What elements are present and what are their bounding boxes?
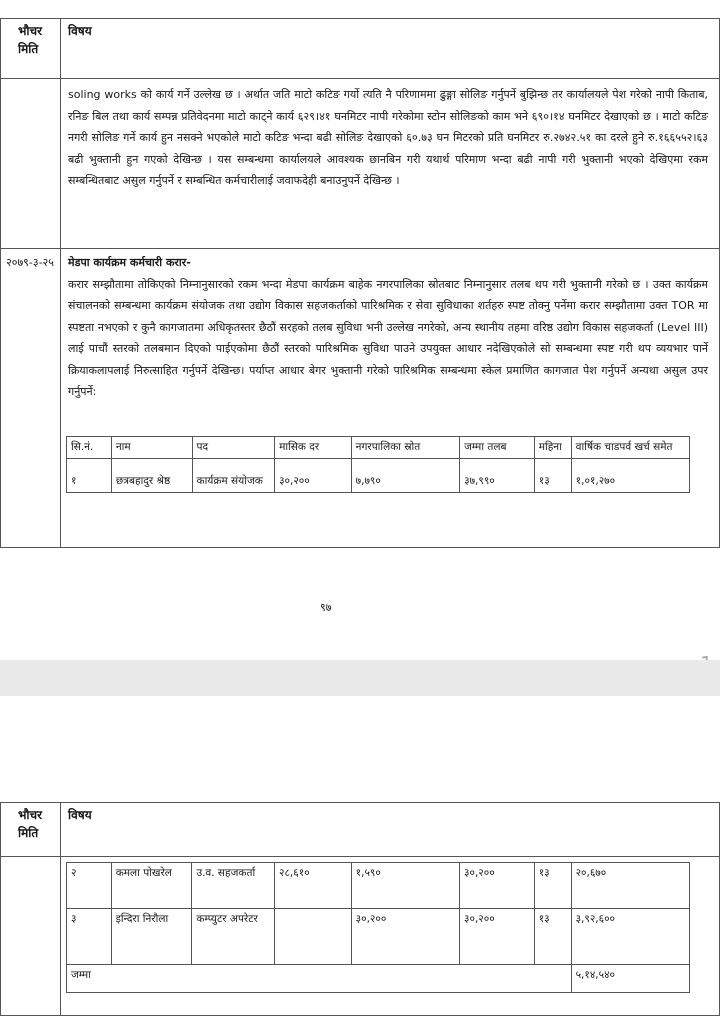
cell-monthly-rate: २८,६१०: [275, 863, 352, 909]
cell-months: १३: [534, 909, 571, 965]
header-divider: [0, 78, 720, 79]
header-subject: विषय: [68, 24, 92, 38]
total-value: ५,१४,५४०: [571, 965, 689, 993]
th-municipal-source: नगरपालिका स्रोत: [351, 437, 459, 459]
entry-title: मेडपा कार्यक्रम कर्मचारी करार-: [68, 256, 191, 269]
header-voucher-date: भौचर मिति: [18, 808, 43, 840]
cell-sn: १: [67, 459, 112, 493]
page-number: ९७: [320, 601, 332, 614]
col-divider: [60, 802, 61, 1016]
cell-monthly-rate: [275, 909, 352, 965]
cell-annual: १,०१,२७०: [571, 459, 689, 493]
th-months: महिना: [534, 437, 571, 459]
cell-name: इन्दिरा निरौला: [111, 909, 192, 965]
table-header-row: [67, 437, 690, 459]
cell-annual: ३,९२,६००: [571, 909, 689, 965]
cell-post: उ.व. सहजकर्ता: [192, 863, 275, 909]
table-row: [67, 459, 690, 493]
table-row: [67, 909, 690, 965]
cell-name: छत्रबहादुर श्रेष्ठ: [111, 459, 192, 493]
cell-total-salary: ३७,९९०: [460, 459, 535, 493]
table-total-row: [67, 965, 690, 993]
th-annual: वार्षिक चाडपर्व खर्च समेत: [571, 437, 689, 459]
total-label: जम्मा: [67, 965, 572, 993]
cell-months: १३: [534, 459, 571, 493]
cell-name: कमला पोखरेल: [111, 863, 192, 909]
cell-total-salary: ३०,२००: [460, 863, 535, 909]
salary-table-continued: [66, 862, 690, 993]
continuation-paragraph: soling works को कार्य गर्ने उल्लेख छ । अर्थात जति माटो कटिङ गर्यो त्यति नै परिणाममा ढुङ्गा सोलिङ गर्नुपर्ने बुझिन्छ तर कार्यालयले पेश गरेको नापी किताब, रनिङ बिल तथा कार्य सम्पन्न प्रतिवेदनमा माटो काट्ने कार्य ६२९।४१ घनमिटर नापी गरेकोमा स्टोन सोलिङको काम भने ६९०।१४ घनमिटर देखाएको छ । माटो कटिङ नगरी सोलिङ गर्ने कार्य हुन नसक्ने भएकोले माटो कटिङ भन्दा बढी सोलिङ देखाएको ६०.७३ घन मिटरको प्रति घनमिटर रु.२७४२.५१ का दरले हुने रु.१६६५५२।६३ बढी भुक्तानी हुन गएको देखिन्छ । यस सम्बन्धमा कार्यालयले आवश्यक छानबिन गरी यथार्थ परिमाण भन्दा बढी नापी गरी भुक्तानी भएको देखिएमा रकम सम्बन्धितबाट असुल गर्नुपर्ने र सम्बन्धित कर्मचारीलाई जवाफदेही बनाउनुपर्ने देखिन्छ ।: [68, 88, 708, 187]
th-sn: सि.नं.: [67, 437, 112, 459]
cell-post: कम्प्युटर अपरेटर: [192, 909, 275, 965]
cell-sn: २: [67, 863, 112, 909]
th-total-salary: जम्मा तलब: [460, 437, 535, 459]
cell-sn: ३: [67, 909, 112, 965]
th-monthly-rate: मासिक दर: [275, 437, 352, 459]
document-page-2: [0, 696, 720, 1014]
header-voucher-date: भौचर मिति: [18, 24, 43, 56]
th-name: नाम: [111, 437, 192, 459]
cell-total-salary: ३०,२००: [460, 909, 535, 965]
cell-post: कार्यक्रम संयोजक: [192, 459, 275, 493]
cell-municipal-source: ७,७९०: [351, 459, 459, 493]
salary-table: [66, 436, 690, 493]
entry-content: [68, 252, 708, 403]
header-divider: [0, 856, 720, 857]
header-subject: विषय: [68, 808, 92, 822]
page-gap: [0, 660, 720, 696]
cell-municipal-source: ३०,२००: [351, 909, 459, 965]
col-divider: [60, 18, 61, 548]
cell-annual: २०,६७०: [571, 863, 689, 909]
cell-months: १३: [534, 863, 571, 909]
table-row: [67, 863, 690, 909]
cell-municipal-source: १,५९०: [351, 863, 459, 909]
entry-date: २०७९-३-२५: [6, 256, 54, 269]
th-post: पद: [192, 437, 275, 459]
cell-monthly-rate: ३०,२००: [275, 459, 352, 493]
entry-body: करार सम्झौतामा तोकिएको निम्नानुसारको रकम भन्दा मेडपा कार्यक्रम बाहेक नगरपालिका स्रोतबाट निम्नानुसार तलब थप गरी भुक्तानी गरेको छ । उक्त कार्यक्रम संचालनको सम्बन्धमा कार्यक्रम संयोजक तथा उद्योग विकास सहजकर्ताको पारिश्रमिक र सेवा सुविधाका शर्तहरु स्पष्ट तोक्नु पर्नेमा करार सम्झौतामा उक्त TOR मा स्पष्टता नभएको र कुनै कागजातमा अधिकृतस्तर छैठौं सरहको तलब सुविधा भनी उल्लेख नगरेको, अन्य स्थानीय तहमा वरिष्ठ उद्योग विकास सहजकर्ता (Level III) लाई पाचौं स्तरको तलबमान दिएको पाईएकोमा छैठौं स्तरको पारिश्रमिक सुविधा पाउने उपयुक्त आधार नदेखिएकोले सो सम्बन्धमा स्पष्ट गरी थप व्ययभार पार्ने क्रियाकलापलाई निरुत्साहित गर्नुपर्ने देखिन्छ। पर्याप्त आधार बेगर भुक्तानी गरेको पारिश्रमिक सम्बन्धमा स्केल प्रमाणित कागजात पेश गर्नुपर्ने अन्यथा असुल उपर गर्नुपर्ने:: [68, 277, 708, 398]
entry-divider: [0, 248, 720, 249]
